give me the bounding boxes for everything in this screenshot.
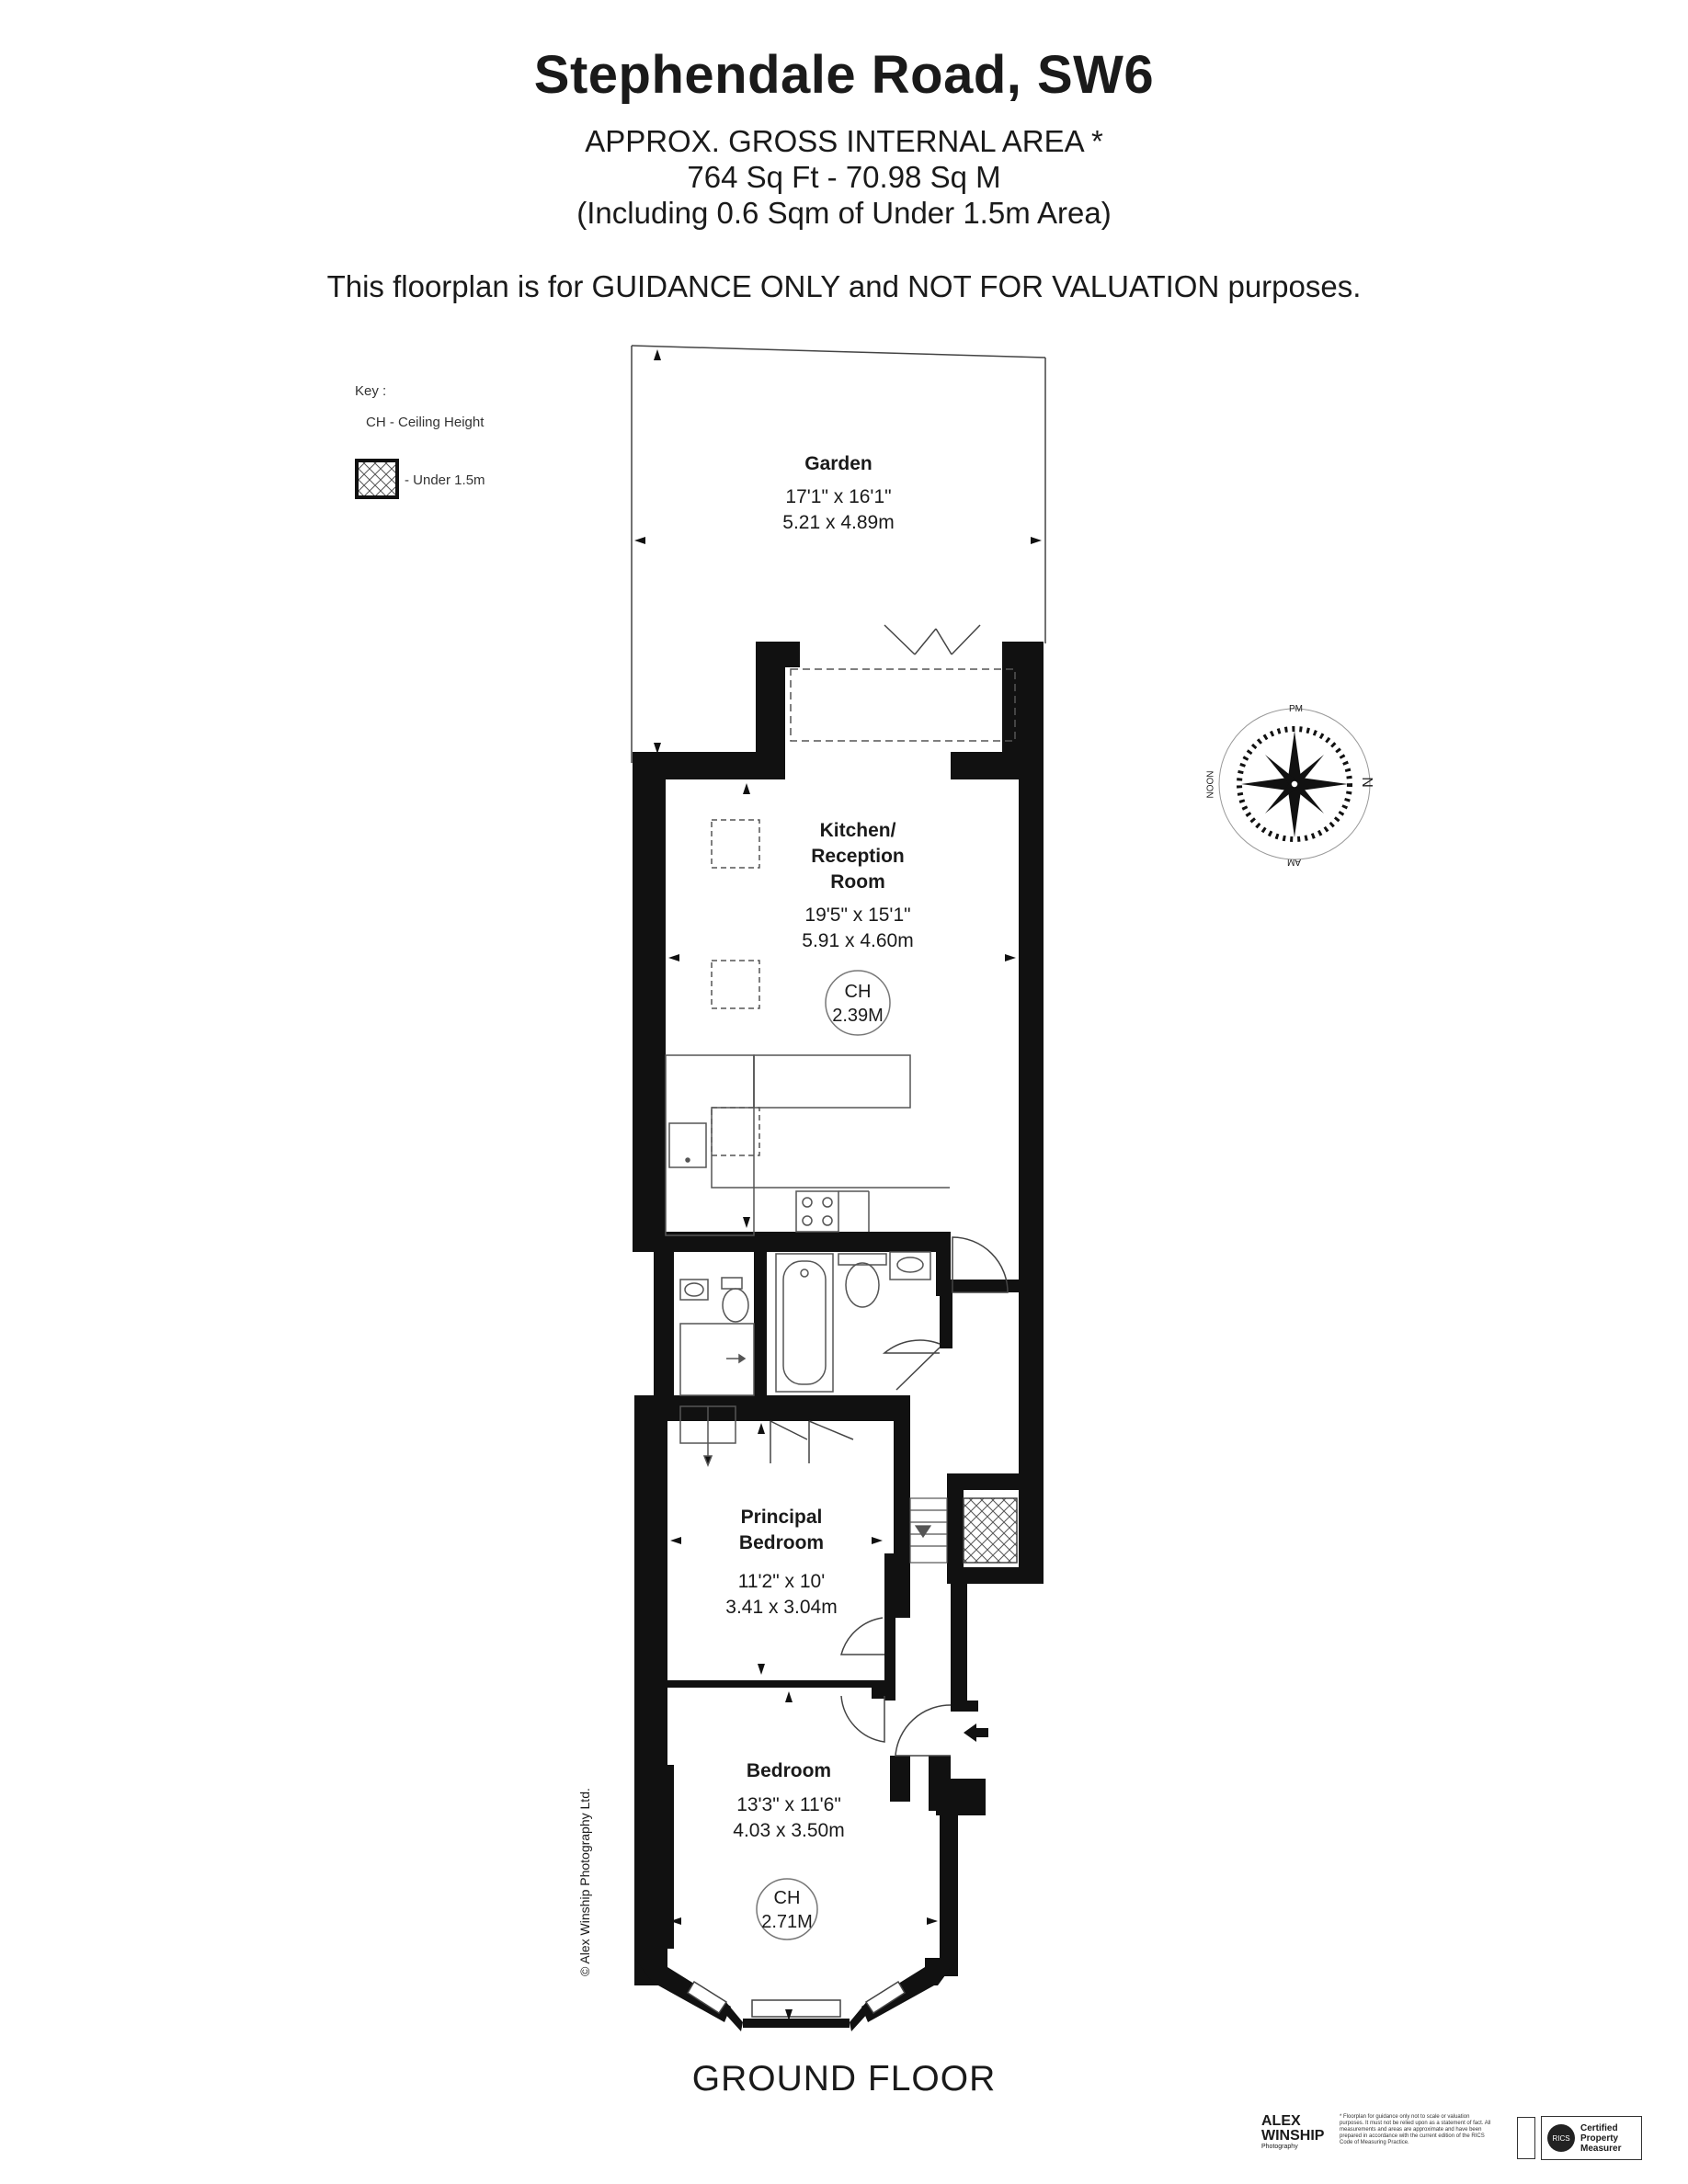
compass-north: N [1358, 777, 1374, 788]
compass-am: AM [1287, 857, 1301, 867]
brand-line2: WINSHIP [1261, 2128, 1325, 2144]
area-note: (Including 0.6 Sqm of Under 1.5m Area) [576, 196, 1112, 230]
garden-metric: 5.21 x 4.89m [782, 512, 895, 533]
kitchen-name-line3: Room [830, 871, 885, 893]
rics-logo: RICS [1547, 2124, 1575, 2152]
key-title: Key : [355, 383, 387, 399]
key-under-label: - Under 1.5m [405, 472, 485, 488]
copyright-text: © Alex Winship Photography Ltd. [577, 1788, 592, 1976]
area-imperial-metric: 764 Sq Ft - 70.98 Sq M [687, 160, 1001, 194]
garden-outline [632, 346, 1045, 763]
bedroom-ch-value: 2.71M [761, 1912, 813, 1932]
compass-noon: NOON [1205, 770, 1216, 799]
compass-pm: PM [1289, 704, 1303, 714]
under-height-area [964, 1498, 1017, 1563]
disclaimer: This floorplan is for GUIDANCE ONLY and NOT FOR VALUATION purposes. [326, 269, 1362, 303]
principal-name-line1: Principal [740, 1507, 823, 1528]
bedroom-ch-label: CH [773, 1888, 801, 1908]
skylight [791, 669, 1015, 741]
bedroom-dimension-arrows [670, 1691, 938, 2020]
certified-line3: Measurer [1580, 2143, 1622, 2154]
bay-window-glazing [688, 1982, 905, 2017]
bathroom-fittings [776, 1252, 930, 1392]
kitchen-metric: 5.91 x 4.60m [802, 930, 914, 951]
floor-label: GROUND FLOOR [691, 2059, 997, 2099]
brand-logo [1261, 2114, 1324, 2150]
principal-name-line2: Bedroom [738, 1532, 825, 1553]
garden-dimension-arrows [634, 349, 1042, 754]
rics-badge [1541, 2116, 1642, 2160]
compass-icon [1219, 709, 1370, 859]
stairs [910, 1498, 947, 1563]
shower-room-fittings [680, 1278, 754, 1465]
garden-name: Garden [804, 453, 873, 474]
brand-line3: Photography [1261, 2144, 1298, 2150]
principal-metric: 3.41 x 3.04m [725, 1597, 838, 1618]
kitchen-ch-label: CH [844, 982, 872, 1002]
kitchen-name-line2: Reception [811, 846, 905, 867]
bedroom-name: Bedroom [746, 1760, 832, 1781]
page-title: Stephendale Road, SW6 [533, 45, 1155, 105]
kitchen-ch-value: 2.39M [832, 1006, 884, 1026]
bifold-door [884, 625, 980, 654]
certified-line1: Certified [1580, 2122, 1618, 2133]
area-label: APPROX. GROSS INTERNAL AREA * [585, 124, 1103, 158]
certified-line2: Property [1580, 2133, 1619, 2144]
kitchen-name-line1: Kitchen/ [819, 820, 896, 841]
key-hatch-swatch [357, 461, 397, 497]
principal-imperial: 11'2" x 10' [737, 1571, 826, 1592]
mark-icon [1517, 2117, 1535, 2159]
kitchen-imperial: 19'5" x 15'1" [804, 904, 911, 926]
key-ceiling-height: CH - Ceiling Height [366, 415, 485, 430]
entrance-arrow [964, 1723, 988, 1742]
brand-line1: ALEX [1261, 2113, 1301, 2129]
bedroom-metric: 4.03 x 3.50m [733, 1820, 845, 1841]
bedroom-imperial: 13'3" x 11'6" [736, 1794, 841, 1815]
fine-print: * Floorplan for guidance only not to scale or valuation purposes. It must not be relied upon as a statement of fact. All measurements and areas are approximate and have been prepared in accordance with the current edition of the RICS Code of Measuring Practice. [1340, 2114, 1491, 2145]
garden-imperial: 17'1" x 16'1" [785, 486, 892, 507]
